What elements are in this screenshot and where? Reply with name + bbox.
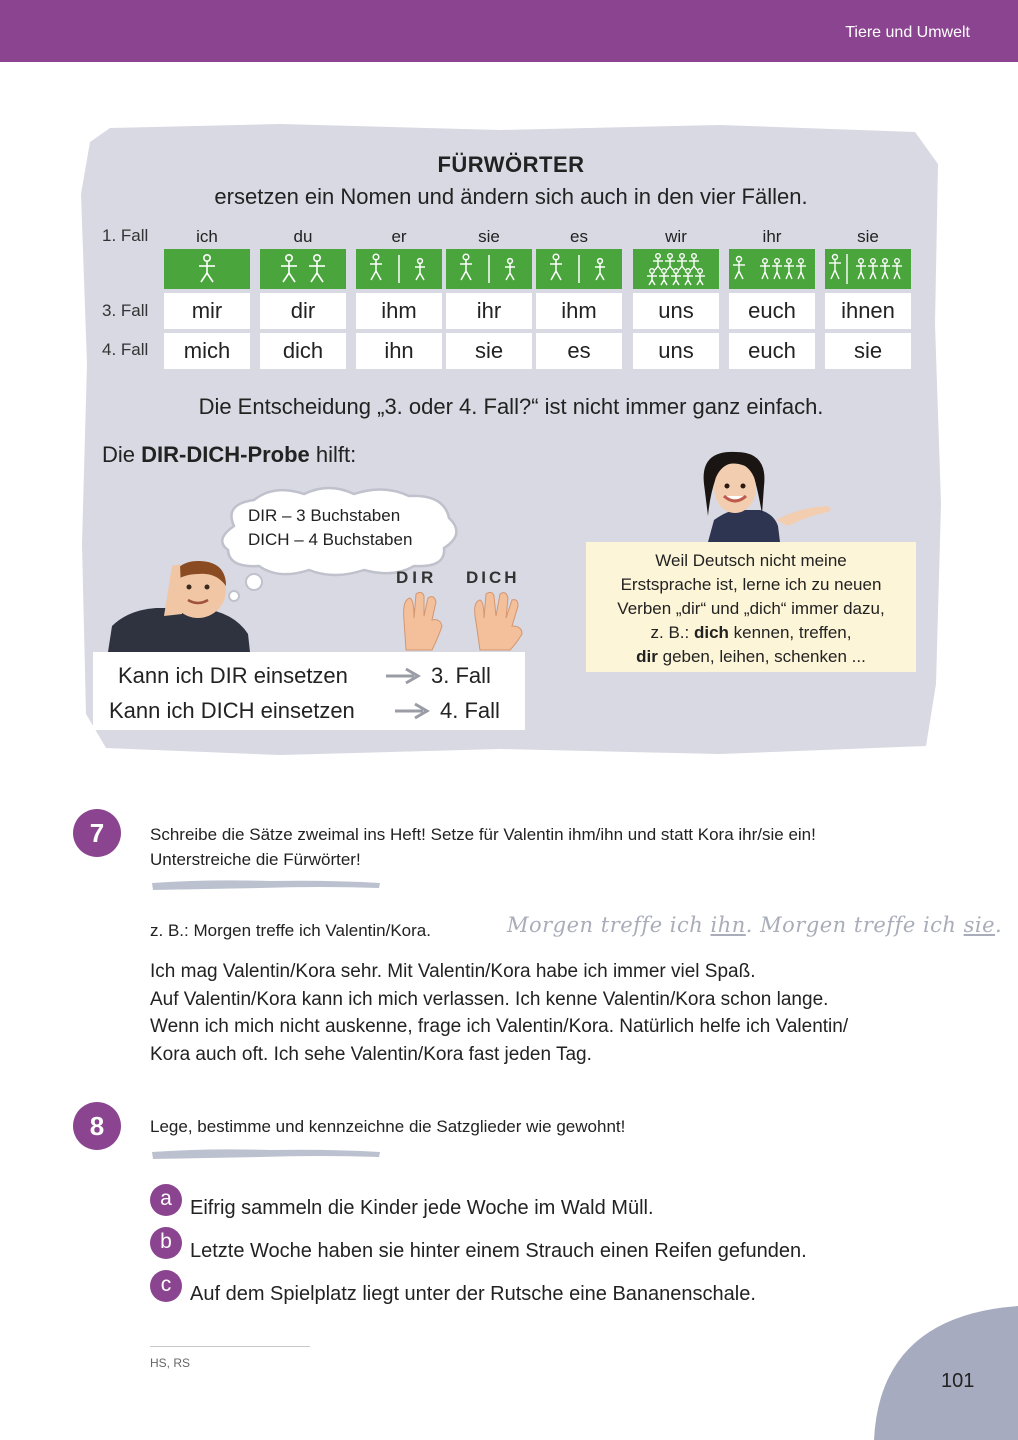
case-label-4: 4. Fall [102, 340, 149, 359]
pronoun-dative: ihm [536, 293, 622, 329]
group-icon [825, 249, 911, 289]
task7-instruction: Schreibe die Sätze zweimal ins Heft! Setze für Valentin ihm/ihn und statt Kora ihr/sie ein! Unterstreiche die Fürwörter! [150, 825, 816, 869]
pronoun-accusative: dich [260, 333, 346, 369]
pronoun-nominative: du [293, 227, 313, 246]
case-label-3: 3. Fall [102, 301, 149, 320]
pronoun-dative: uns [633, 293, 719, 329]
handwriting-example: Morgen treffe ich ihn. Morgen treffe ich sie. [507, 913, 1003, 937]
arrow-right-icon [384, 667, 424, 685]
grammar-info-box [80, 124, 942, 756]
task8-item-b: Letzte Woche haben sie hinter einem Strauch einen Reifen gefunden. [190, 1240, 807, 1262]
item-letter-c: c [150, 1270, 182, 1302]
pronoun-nominative: ich [196, 227, 218, 246]
group-icon [633, 249, 719, 289]
rule-box [93, 652, 525, 730]
two-persons-icon [260, 249, 346, 289]
arrow-right-icon [393, 702, 433, 720]
pronoun-nominative: sie [478, 227, 500, 246]
pronoun-accusative: uns [633, 333, 719, 369]
pronoun-accusative: mich [164, 333, 250, 369]
rule-dir-question: Kann ich DIR einsetzen [118, 663, 348, 688]
third-person-icon [356, 249, 442, 289]
pronoun-dative: mir [164, 293, 250, 329]
pronoun-dative: ihm [356, 293, 442, 329]
third-person-icon [446, 249, 532, 289]
pronoun-nominative: wir [665, 227, 687, 246]
school-type-note: HS, RS [150, 1356, 191, 1370]
header-bar [0, 0, 1018, 62]
person-figure-icon [164, 249, 250, 289]
pronoun-nominative: ihr [762, 227, 782, 246]
pronoun-accusative: sie [446, 333, 532, 369]
probe-heading: Die DIR-DICH-Probe hilft: [102, 442, 357, 467]
task8-instruction: Lege, bestimme und kennzeichne die Satzglieder wie gewohnt! [150, 1117, 626, 1136]
task7-example-label: z. B.: Morgen treffe ich Valentin/Kora. [150, 921, 431, 940]
probe-name: DIR-DICH-Probe [141, 442, 310, 467]
page-number: 101 [941, 1370, 975, 1392]
item-letter-b: b [150, 1227, 182, 1259]
brush-stroke-divider [150, 1146, 382, 1160]
pronoun-dative: ihnen [825, 293, 911, 329]
box-title: FÜRWÖRTER [437, 152, 585, 177]
pronoun-dative: dir [260, 293, 346, 329]
rule-dich-question: Kann ich DICH einsetzen [109, 698, 355, 723]
task8-item-a: Eifrig sammeln die Kinder jede Woche im Wald Müll. [190, 1197, 654, 1219]
four-fingers-hand-icon [470, 590, 526, 652]
task-number-7: 7 [73, 809, 121, 857]
pronoun-nominative: es [570, 227, 588, 246]
rule-dir-answer: 3. Fall [431, 663, 491, 688]
decision-sentence: Die Entscheidung „3. oder 4. Fall?“ ist nicht immer ganz einfach. [198, 394, 824, 419]
group-icon [729, 249, 815, 289]
cloud-text: DIR – 3 Buchstaben DICH – 4 Buchstaben [248, 506, 413, 549]
pronoun-dative: ihr [446, 293, 532, 329]
chapter-title: Tiere und Umwelt [845, 24, 970, 41]
footer-divider [150, 1346, 310, 1347]
pronoun-accusative: sie [825, 333, 911, 369]
pronoun-dative: euch [729, 293, 815, 329]
pronoun-nominative: er [391, 227, 407, 246]
brush-stroke-divider [150, 877, 382, 891]
case-label-1: 1. Fall [102, 226, 149, 245]
pronoun-accusative: ihn [356, 333, 442, 369]
rule-dich-answer: 4. Fall [440, 698, 500, 723]
item-letter-a: a [150, 1184, 182, 1216]
girl-illustration [688, 450, 836, 542]
three-fingers-hand-icon [398, 590, 446, 652]
pronoun-nominative: sie [857, 227, 879, 246]
pronoun-accusative: es [536, 333, 622, 369]
hand-letters-dich: DICH [466, 568, 520, 587]
speech-note: Weil Deutsch nicht meine Erstsprache ist, lerne ich zu neuen Verben „dir“ und „dich“ immer dazu, z. B.: dich kennen, treffen, dir geben, leihen, schenken ... [586, 542, 916, 672]
box-subtitle: ersetzen ein Nomen und ändern sich auch in den vier Fällen. [214, 184, 808, 209]
task-number-8: 8 [73, 1102, 121, 1150]
pronoun-accusative: euch [729, 333, 815, 369]
third-person-icon [536, 249, 622, 289]
hand-letters-dir: DIR [396, 568, 438, 587]
task7-text: Ich mag Valentin/Kora sehr. Mit Valentin/Kora habe ich immer viel Spaß. Auf Valentin/Kora kann ich mich verlassen. Ich kenne Valentin/Kora schon lange. Wenn ich mich nicht auskenne, frage ich Valentin/Kora. Natürlich helfe ich Valentin/ Kora auch oft. Ich sehe Valentin/Kora fast jeden Tag. [150, 961, 849, 1065]
task8-item-c: Auf dem Spielplatz liegt unter der Rutsche eine Bananenschale. [190, 1283, 756, 1305]
